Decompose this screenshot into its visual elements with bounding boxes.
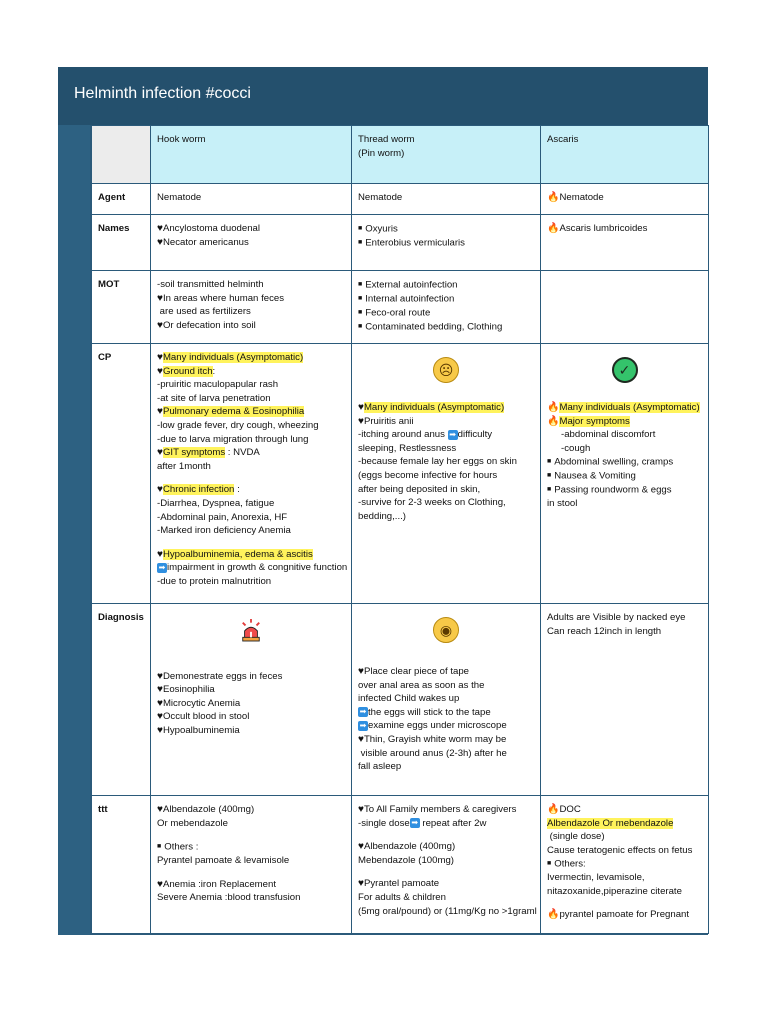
cell-diagnosis-hook: ♥Demonestrate eggs in feces ♥Eosinophilia ♥Microcytic Anemia ♥Occult blood in stool ♥Hypoalbuminemia [151, 604, 352, 796]
header-row [92, 126, 709, 184]
black-heart-icon: ♥ [157, 684, 163, 696]
right-arrow-icon: ➡ [359, 707, 367, 717]
black-heart-icon: ♥ [157, 484, 163, 496]
cell-ttt-thread: ♥To All Family members & caregivers -single dose ➡ repeat after 2w ♥Albendazole (400mg) Mebendazole (100mg) ♥Pyrantel pamoate For adults & children (5mg oral/pound) or (11mg/Kg no >1graml [352, 796, 541, 934]
black-heart-icon: ♥ [358, 804, 364, 815]
cell-mot-thread: ■ External autoinfection ■ Internal autoinfection ■ Feco-oral route ■ Contaminated bedding, Clothing [352, 271, 541, 344]
cell-agent-hook: Nematode [151, 184, 352, 215]
fire-icon: 🔥 [547, 402, 560, 413]
face-with-monocle-icon: ◉ [433, 617, 459, 643]
row-label-mot: MOT [92, 271, 151, 344]
row-label-cp: CP [92, 344, 151, 604]
black-square-bullet-icon: ■ [547, 458, 552, 466]
row-agent [92, 184, 709, 215]
fire-icon: 🔥 [547, 192, 560, 203]
right-arrow-icon: ➡ [359, 720, 367, 730]
list-item: ■ Oxyuris [358, 223, 398, 235]
row-label-ttt: ttt [92, 796, 151, 934]
black-heart-icon: ♥ [157, 223, 163, 234]
anxious-face-icon: ☹ [433, 357, 459, 383]
black-heart-icon: ♥ [157, 365, 163, 377]
black-square-bullet-icon: ■ [547, 860, 552, 868]
cell-names-ascaris [541, 215, 709, 271]
black-heart-icon: ♥ [157, 724, 163, 736]
black-square-bullet-icon: ■ [358, 238, 363, 246]
row-diagnosis [92, 604, 709, 796]
right-arrow-icon: ➡ [411, 818, 419, 828]
black-heart-icon: ♥ [157, 670, 163, 682]
header-ascaris: Ascaris [541, 126, 709, 184]
black-square-bullet-icon: ■ [358, 322, 363, 330]
cell-cp-hook: ♥Many individuals (Asymptomatic) ♥Ground itch: -pruiritic maculopapular rash -at site of larva penetration ♥Pulmonary edema & Eosinophilia -low grade fever, dry cough, wheezing -due to larva migration through lung ♥GIT symptoms : NVDA after 1month ♥Chronic infection : -Diarrhea, Dyspnea, fatigue -Abdominal pain, Anorexia, HF -Marked iron deficiency Anemia ♥Hypoalbuminemia, edema & ascitis ➡ impairment in growth & congnitive function -due to protein malnutrition [151, 344, 352, 604]
list-item: ♥Ancylostoma duodenal [157, 223, 261, 234]
black-heart-icon: ♥ [358, 415, 364, 427]
cell-ttt-ascaris: 🔥DOC Albendazole Or mebendazole (single dose) Cause teratogenic effects on fetus ■ Others: Ivermectin, levamisole, nitazoxanide,piperazine citerate 🔥pyrantel pamoate for Pregnant [541, 796, 709, 934]
cell-mot-hook: -soil transmitted helminth ♥In areas where human feces are used as fertilizers ♥Or defecation into soil [151, 271, 352, 344]
black-heart-icon: ♥ [157, 804, 163, 815]
left-band [58, 125, 90, 935]
black-heart-icon: ♥ [358, 841, 364, 853]
black-square-bullet-icon: ■ [358, 281, 363, 288]
black-heart-icon: ♥ [157, 292, 163, 304]
police-siren-icon [240, 617, 262, 643]
black-heart-icon: ♥ [157, 711, 163, 723]
black-heart-icon: ♥ [157, 447, 163, 459]
cell-agent-thread: Nematode [352, 184, 541, 215]
fire-icon: 🔥 [547, 804, 560, 815]
black-heart-icon: ♥ [358, 733, 364, 745]
row-names [92, 215, 709, 271]
header-thread-line2: (Pin worm) [358, 147, 405, 159]
cell-cp-thread: ☹ ♥Many individuals (Asymptomatic) ♥Pruiritis anii -itching around anus ➡ difficulty sleeping, Restlessness -because female lay her eggs on skin (eggs become infective for hours after being deposited in skin, -survive for 2-3 weeks on Clothing, bedding,...) [352, 344, 541, 604]
black-square-bullet-icon: ■ [358, 225, 363, 232]
agent-ascaris-text: Nematode [559, 192, 604, 203]
check-mark-icon: ✓ [612, 357, 638, 383]
fire-icon: 🔥 [547, 223, 560, 234]
black-heart-icon: ♥ [157, 878, 163, 890]
black-square-bullet-icon: ■ [157, 843, 162, 851]
title-bar [58, 67, 708, 125]
page-title: Helminth infection #cocci [74, 85, 251, 102]
black-heart-icon: ♥ [358, 878, 364, 890]
black-heart-icon: ♥ [157, 406, 163, 418]
cell-mot-ascaris [541, 271, 709, 344]
black-heart-icon: ♥ [157, 319, 163, 331]
row-cp [92, 344, 709, 604]
helminth-table [91, 125, 709, 934]
black-square-bullet-icon: ■ [547, 472, 552, 480]
list-item: 🔥Ascaris lumbricoides [547, 223, 648, 234]
cell-diagnosis-thread: ◉ ♥Place clear piece of tape over anal area as soon as the infected Child wakes up ➡ the eggs will stick to the tape ➡ examine eggs under microscope ♥Thin, Grayish white worm may be visible around anus (2-3h) after he fall asleep [352, 604, 541, 796]
black-square-bullet-icon: ■ [358, 308, 363, 316]
black-heart-icon: ♥ [157, 236, 163, 248]
header-thread-line1: Thread worm [358, 134, 415, 145]
black-heart-icon: ♥ [358, 402, 364, 413]
cell-ttt-hook: ♥Albendazole (400mg) Or mebendazole ■ Others : Pyrantel pamoate & levamisole ♥Anemia :iron Replacement Severe Anemia :blood transfusion [151, 796, 352, 934]
header-thread-worm [352, 126, 541, 184]
black-heart-icon: ♥ [157, 548, 163, 560]
cell-cp-ascaris: ✓ 🔥Many individuals (Asymptomatic) 🔥Major symptoms -abdominal discomfort -cough ■ Abdominal swelling, cramps ■ Nausea & Vomiting ■ Passing roundworm & eggs in stool [541, 344, 709, 604]
header-corner [92, 126, 151, 184]
row-label-names: Names [92, 215, 151, 271]
fire-icon: 🔥 [547, 415, 560, 427]
right-arrow-icon: ➡ [158, 562, 166, 572]
row-mot [92, 271, 709, 344]
list-item: ♥Necator americanus [157, 236, 249, 248]
row-ttt [92, 796, 709, 934]
cell-names-hook [151, 215, 352, 271]
list-item: ■ Enterobius vermicularis [358, 237, 465, 249]
row-label-agent: Agent [92, 184, 151, 215]
cell-agent-ascaris [541, 184, 709, 215]
cell-names-thread [352, 215, 541, 271]
black-square-bullet-icon: ■ [358, 294, 363, 302]
black-heart-icon: ♥ [157, 697, 163, 709]
fire-icon: 🔥 [547, 909, 560, 921]
black-square-bullet-icon: ■ [547, 486, 552, 494]
black-heart-icon: ♥ [157, 352, 163, 363]
cell-diagnosis-ascaris: Adults are Visible by nacked eye Can reach 12inch in length [541, 604, 709, 796]
header-hook-worm: Hook worm [151, 126, 352, 184]
row-label-diagnosis: Diagnosis [92, 604, 151, 796]
right-arrow-icon: ➡ [449, 429, 456, 439]
black-heart-icon: ♥ [358, 666, 364, 677]
